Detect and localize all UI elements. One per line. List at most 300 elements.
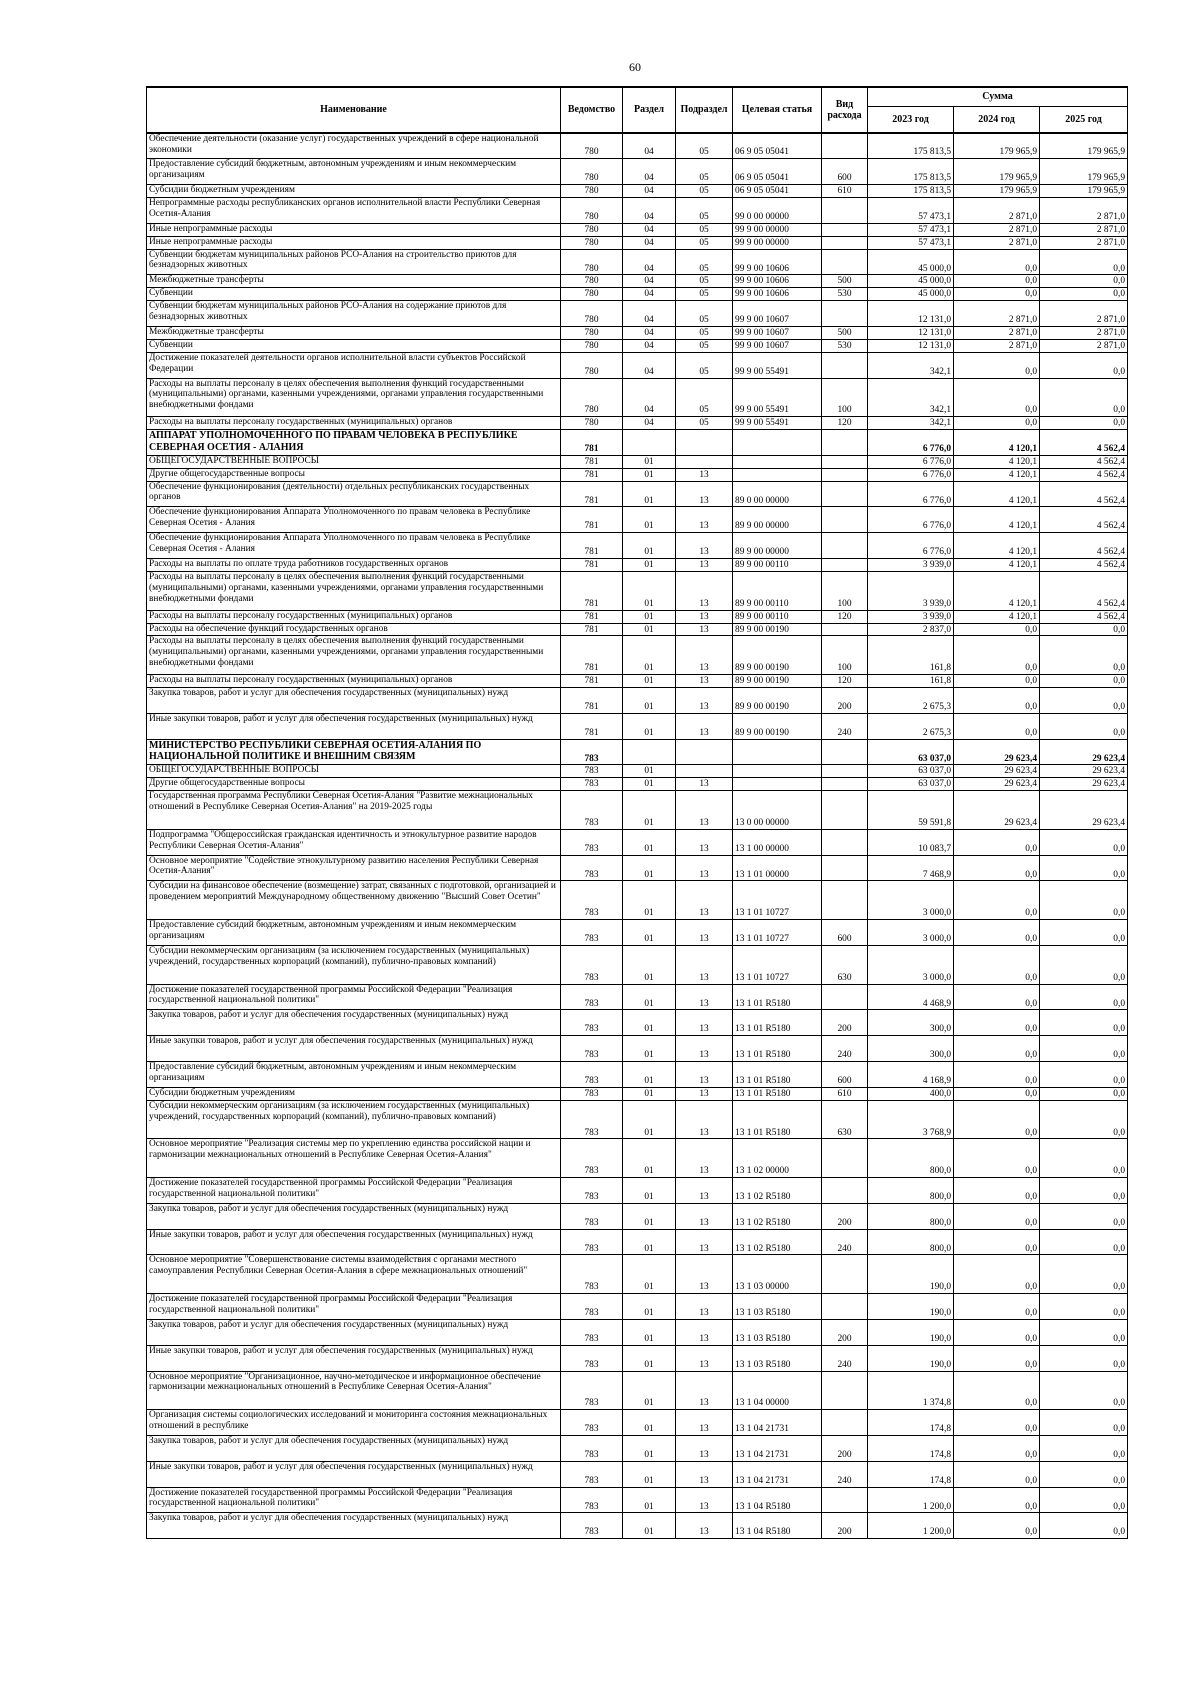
cell-name: Основное мероприятие "Организационное, научно-методическое и информационное обеспечение гармонизации межнациональных отношений в Республике Северная Осетия-Алания"	[147, 1371, 561, 1410]
cell-sum-2023: 3 939,0	[868, 559, 954, 572]
cell-sum-2024: 0,0	[954, 829, 1040, 855]
cell-name: Субсидии бюджетным учреждениям	[147, 1087, 561, 1100]
cell-section: 04	[623, 378, 676, 417]
cell-dept: 783	[561, 1410, 623, 1436]
cell-exptype: 120	[822, 610, 868, 623]
cell-target: 13 1 04 21731	[733, 1410, 822, 1436]
cell-target: 13 1 02 R5180	[733, 1178, 822, 1204]
cell-sum-2025: 29 623,4	[1040, 765, 1128, 778]
cell-target: 13 1 04 21731	[733, 1436, 822, 1462]
cell-section: 04	[623, 236, 676, 249]
cell-exptype	[822, 223, 868, 236]
table-row	[147, 288, 1128, 301]
cell-name: Основное мероприятие "Совершенствование системы взаимодействия с органами местного самоуправления Республики Северная Осетия-Алания в сфере межнациональных отношений"	[147, 1255, 561, 1294]
cell-subsection: 13	[676, 571, 733, 610]
cell-exptype	[822, 352, 868, 378]
table-row	[147, 765, 1128, 778]
cell-name: Субсидии на финансовое обеспечение (возмещение) затрат, связанных с подготовкой, организацией и проведением мероприятий Международному общественному движению "Высший Совет Осетин"	[147, 881, 561, 920]
cell-target: 89 0 00 00000	[733, 481, 822, 507]
cell-sum-2024: 179 965,9	[954, 133, 1040, 159]
cell-dept: 783	[561, 1461, 623, 1487]
cell-sum-2024: 2 871,0	[954, 326, 1040, 339]
cell-name: Другие общегосударственные вопросы	[147, 778, 561, 791]
cell-exptype: 500	[822, 275, 868, 288]
table-row	[147, 1100, 1128, 1139]
cell-dept: 781	[561, 455, 623, 468]
table-row	[147, 1319, 1128, 1345]
cell-dept: 783	[561, 855, 623, 881]
cell-section: 01	[623, 1203, 676, 1229]
table-row	[147, 1345, 1128, 1371]
cell-sum-2024: 2 871,0	[954, 301, 1040, 327]
cell-sum-2024: 0,0	[954, 1319, 1040, 1345]
cell-sum-2025: 4 562,4	[1040, 430, 1128, 456]
cell-sum-2023: 3 000,0	[868, 881, 954, 920]
cell-name: Закупка товаров, работ и услуг для обеспечения государственных (муниципальных) нужд	[147, 1436, 561, 1462]
cell-sum-2025: 0,0	[1040, 378, 1128, 417]
cell-section: 01	[623, 1100, 676, 1139]
cell-target: 99 9 00 10606	[733, 249, 822, 275]
cell-sum-2024: 0,0	[954, 1062, 1040, 1088]
cell-sum-2024: 0,0	[954, 984, 1040, 1010]
cell-subsection: 13	[676, 1203, 733, 1229]
cell-target: 13 1 04 R5180	[733, 1487, 822, 1513]
cell-section: 01	[623, 1410, 676, 1436]
cell-subsection: 13	[676, 984, 733, 1010]
cell-name: Иные закупки товаров, работ и услуг для обеспечения государственных (муниципальных) нужд	[147, 713, 561, 739]
cell-name: ОБЩЕГОСУДАРСТВЕННЫЕ ВОПРОСЫ	[147, 455, 561, 468]
cell-subsection: 13	[676, 675, 733, 688]
cell-sum-2025: 29 623,4	[1040, 791, 1128, 830]
cell-dept: 780	[561, 223, 623, 236]
cell-sum-2025: 0,0	[1040, 1062, 1128, 1088]
cell-subsection: 13	[676, 791, 733, 830]
table-row	[147, 829, 1128, 855]
cell-target: 99 9 00 10606	[733, 288, 822, 301]
cell-exptype	[822, 533, 868, 559]
cell-sum-2025: 0,0	[1040, 881, 1128, 920]
cell-dept: 783	[561, 765, 623, 778]
table-row	[147, 533, 1128, 559]
cell-sum-2024: 0,0	[954, 1178, 1040, 1204]
cell-exptype: 600	[822, 920, 868, 946]
table-row	[147, 1139, 1128, 1178]
cell-sum-2023: 300,0	[868, 1010, 954, 1036]
cell-target	[733, 778, 822, 791]
cell-exptype	[822, 1255, 868, 1294]
cell-subsection: 05	[676, 236, 733, 249]
page-number: 60	[629, 60, 641, 74]
cell-exptype	[822, 507, 868, 533]
cell-target: 13 1 03 R5180	[733, 1294, 822, 1320]
cell-target: 89 9 00 00190	[733, 636, 822, 675]
cell-target: 89 9 00 00000	[733, 507, 822, 533]
table-row	[147, 623, 1128, 636]
cell-sum-2025: 2 871,0	[1040, 223, 1128, 236]
cell-subsection: 13	[676, 920, 733, 946]
budget-table	[146, 86, 1128, 1539]
cell-sum-2024: 0,0	[954, 1255, 1040, 1294]
cell-sum-2024: 0,0	[954, 1410, 1040, 1436]
cell-dept: 780	[561, 275, 623, 288]
table-row	[147, 1436, 1128, 1462]
cell-section: 01	[623, 855, 676, 881]
cell-name: Субсидии бюджетным учреждениям	[147, 185, 561, 198]
cell-sum-2023: 2 837,0	[868, 623, 954, 636]
cell-dept: 780	[561, 417, 623, 430]
cell-target: 89 9 00 00190	[733, 675, 822, 688]
cell-section: 04	[623, 326, 676, 339]
cell-exptype: 200	[822, 1010, 868, 1036]
cell-sum-2025: 0,0	[1040, 945, 1128, 984]
cell-target: 13 1 01 R5180	[733, 1087, 822, 1100]
cell-sum-2024: 2 871,0	[954, 236, 1040, 249]
cell-exptype	[822, 1487, 868, 1513]
cell-subsection: 13	[676, 636, 733, 675]
table-row	[147, 249, 1128, 275]
cell-dept: 780	[561, 185, 623, 198]
cell-sum-2024: 0,0	[954, 1461, 1040, 1487]
cell-exptype	[822, 1410, 868, 1436]
cell-subsection: 05	[676, 339, 733, 352]
cell-section: 01	[623, 1139, 676, 1178]
cell-name: Предоставление субсидий бюджетным, автономным учреждениям и иным некоммерческим организациям	[147, 159, 561, 185]
cell-dept: 780	[561, 339, 623, 352]
cell-target: 13 1 03 R5180	[733, 1345, 822, 1371]
cell-target: 13 1 04 R5180	[733, 1513, 822, 1539]
cell-name: Закупка товаров, работ и услуг для обеспечения государственных (муниципальных) нужд	[147, 1010, 561, 1036]
cell-sum-2025: 29 623,4	[1040, 778, 1128, 791]
table-row	[147, 1203, 1128, 1229]
cell-sum-2025: 0,0	[1040, 1319, 1128, 1345]
cell-exptype: 200	[822, 1513, 868, 1539]
cell-sum-2024: 4 120,1	[954, 533, 1040, 559]
cell-section: 01	[623, 1345, 676, 1371]
cell-section: 04	[623, 288, 676, 301]
table-row	[147, 675, 1128, 688]
cell-sum-2025: 0,0	[1040, 288, 1128, 301]
cell-exptype	[822, 301, 868, 327]
cell-sum-2025: 0,0	[1040, 1229, 1128, 1255]
cell-target: 13 1 03 R5180	[733, 1319, 822, 1345]
cell-sum-2024: 0,0	[954, 1371, 1040, 1410]
cell-dept: 781	[561, 623, 623, 636]
cell-sum-2025: 0,0	[1040, 1345, 1128, 1371]
cell-section: 01	[623, 610, 676, 623]
cell-subsection: 13	[676, 1319, 733, 1345]
cell-sum-2023: 10 083,7	[868, 829, 954, 855]
cell-section: 04	[623, 301, 676, 327]
table-row	[147, 1255, 1128, 1294]
table-row	[147, 301, 1128, 327]
cell-sum-2024: 0,0	[954, 855, 1040, 881]
cell-dept: 781	[561, 713, 623, 739]
cell-sum-2023: 12 131,0	[868, 339, 954, 352]
cell-dept: 783	[561, 1487, 623, 1513]
cell-subsection: 13	[676, 481, 733, 507]
cell-dept: 781	[561, 636, 623, 675]
cell-section: 01	[623, 1255, 676, 1294]
cell-sum-2023: 4 468,9	[868, 984, 954, 1010]
cell-sum-2023: 45 000,0	[868, 249, 954, 275]
cell-section: 01	[623, 468, 676, 481]
cell-section: 04	[623, 249, 676, 275]
cell-exptype	[822, 984, 868, 1010]
cell-target	[733, 739, 822, 765]
cell-sum-2023: 3 000,0	[868, 920, 954, 946]
cell-sum-2024: 0,0	[954, 378, 1040, 417]
cell-sum-2023: 4 168,9	[868, 1062, 954, 1088]
table-row	[147, 1513, 1128, 1539]
cell-sum-2024: 0,0	[954, 945, 1040, 984]
cell-dept: 783	[561, 1229, 623, 1255]
cell-sum-2023: 57 473,1	[868, 236, 954, 249]
cell-name: Закупка товаров, работ и услуг для обеспечения государственных (муниципальных) нужд	[147, 1203, 561, 1229]
cell-exptype: 600	[822, 1062, 868, 1088]
cell-dept: 780	[561, 326, 623, 339]
cell-name: Расходы на выплаты персоналу государственных (муниципальных) органов	[147, 610, 561, 623]
cell-section: 01	[623, 675, 676, 688]
table-row	[147, 1062, 1128, 1088]
cell-sum-2025: 29 623,4	[1040, 739, 1128, 765]
cell-section: 04	[623, 339, 676, 352]
cell-sum-2023: 45 000,0	[868, 275, 954, 288]
cell-sum-2024: 0,0	[954, 249, 1040, 275]
table-row	[147, 1294, 1128, 1320]
cell-sum-2025: 0,0	[1040, 636, 1128, 675]
cell-sum-2023: 63 037,0	[868, 739, 954, 765]
cell-subsection: 13	[676, 713, 733, 739]
cell-sum-2025: 0,0	[1040, 1010, 1128, 1036]
cell-sum-2024: 0,0	[954, 1010, 1040, 1036]
cell-exptype: 240	[822, 1229, 868, 1255]
cell-target: 89 9 00 00110	[733, 559, 822, 572]
cell-sum-2025: 0,0	[1040, 1036, 1128, 1062]
cell-target: 06 9 05 05041	[733, 185, 822, 198]
cell-exptype: 200	[822, 1203, 868, 1229]
table-row	[147, 378, 1128, 417]
cell-section: 01	[623, 1371, 676, 1410]
cell-name: Обеспечение функционирования Аппарата Уполномоченного по правам человека в Республике Северная Осетия - Алания	[147, 507, 561, 533]
cell-sum-2024: 29 623,4	[954, 739, 1040, 765]
cell-sum-2024: 179 965,9	[954, 159, 1040, 185]
cell-name: Основное мероприятие "Реализация системы мер по укреплению единства российской нации и гармонизации межнациональных отношений в Республике Северная Осетия-Алания"	[147, 1139, 561, 1178]
cell-sum-2025: 0,0	[1040, 352, 1128, 378]
cell-subsection: 13	[676, 1461, 733, 1487]
cell-sum-2024: 0,0	[954, 713, 1040, 739]
table-row	[147, 778, 1128, 791]
cell-target: 99 9 00 10606	[733, 275, 822, 288]
cell-name: МИНИСТЕРСТВО РЕСПУБЛИКИ СЕВЕРНАЯ ОСЕТИЯ-АЛАНИЯ ПО НАЦИОНАЛЬНОЙ ПОЛИТИКЕ И ВНЕШНИМ СВЯЗЯМ	[147, 739, 561, 765]
cell-sum-2025: 4 562,4	[1040, 610, 1128, 623]
cell-sum-2024: 0,0	[954, 636, 1040, 675]
cell-dept: 783	[561, 1100, 623, 1139]
cell-target: 13 1 01 10727	[733, 920, 822, 946]
cell-sum-2025: 179 965,9	[1040, 159, 1128, 185]
cell-name: Иные непрограммные расходы	[147, 236, 561, 249]
cell-exptype	[822, 455, 868, 468]
cell-subsection: 05	[676, 133, 733, 159]
cell-dept: 781	[561, 430, 623, 456]
cell-sum-2024: 0,0	[954, 1036, 1040, 1062]
cell-target: 99 9 00 00000	[733, 236, 822, 249]
table-row	[147, 1010, 1128, 1036]
table-row	[147, 739, 1128, 765]
cell-target: 99 9 00 55491	[733, 378, 822, 417]
cell-target: 99 0 00 00000	[733, 197, 822, 223]
cell-dept: 783	[561, 1139, 623, 1178]
cell-dept: 780	[561, 352, 623, 378]
cell-sum-2024: 0,0	[954, 688, 1040, 714]
cell-sum-2024: 4 120,1	[954, 559, 1040, 572]
table-row	[147, 275, 1128, 288]
cell-exptype	[822, 881, 868, 920]
cell-sum-2024: 0,0	[954, 1436, 1040, 1462]
cell-sum-2025: 4 562,4	[1040, 559, 1128, 572]
cell-subsection: 05	[676, 352, 733, 378]
cell-target	[733, 765, 822, 778]
cell-name: Иные закупки товаров, работ и услуг для обеспечения государственных (муниципальных) нужд	[147, 1229, 561, 1255]
cell-name: Закупка товаров, работ и услуг для обеспечения государственных (муниципальных) нужд	[147, 1319, 561, 1345]
header-dept: Ведомство	[561, 87, 623, 133]
cell-name: ОБЩЕГОСУДАРСТВЕННЫЕ ВОПРОСЫ	[147, 765, 561, 778]
cell-sum-2023: 190,0	[868, 1255, 954, 1294]
cell-sum-2025: 0,0	[1040, 1410, 1128, 1436]
cell-name: Иные закупки товаров, работ и услуг для обеспечения государственных (муниципальных) нужд	[147, 1461, 561, 1487]
cell-dept: 783	[561, 920, 623, 946]
cell-sum-2023: 175 813,5	[868, 159, 954, 185]
cell-section: 04	[623, 223, 676, 236]
cell-dept: 783	[561, 881, 623, 920]
cell-exptype: 610	[822, 1087, 868, 1100]
cell-exptype	[822, 765, 868, 778]
cell-sum-2025: 0,0	[1040, 275, 1128, 288]
cell-exptype	[822, 249, 868, 275]
cell-sum-2023: 7 468,9	[868, 855, 954, 881]
cell-sum-2023: 800,0	[868, 1203, 954, 1229]
cell-exptype: 600	[822, 159, 868, 185]
cell-exptype: 120	[822, 675, 868, 688]
cell-name: Субсидии некоммерческим организациям (за исключением государственных (муниципальных) учреждений, государственных корпораций (компаний), публично-правовых компаний)	[147, 1100, 561, 1139]
cell-subsection: 13	[676, 1513, 733, 1539]
cell-target: 89 9 00 00000	[733, 533, 822, 559]
table-row	[147, 791, 1128, 830]
cell-section: 01	[623, 507, 676, 533]
cell-dept: 783	[561, 945, 623, 984]
cell-name: Субвенции бюджетам муниципальных районов РСО-Алания на содержание приютов для безнадзорных животных	[147, 301, 561, 327]
cell-name: Достижение показателей государственной программы Российской Федерации "Реализация государственной национальной политики"	[147, 984, 561, 1010]
cell-name: Субвенции	[147, 339, 561, 352]
cell-target: 13 1 04 21731	[733, 1461, 822, 1487]
cell-sum-2023: 174,8	[868, 1436, 954, 1462]
cell-section: 01	[623, 1036, 676, 1062]
cell-sum-2025: 0,0	[1040, 1294, 1128, 1320]
cell-section: 04	[623, 133, 676, 159]
cell-sum-2023: 161,8	[868, 675, 954, 688]
cell-sum-2023: 300,0	[868, 1036, 954, 1062]
cell-name: Межбюджетные трансферты	[147, 326, 561, 339]
cell-exptype	[822, 778, 868, 791]
cell-subsection: 13	[676, 533, 733, 559]
cell-section: 01	[623, 713, 676, 739]
cell-name: АППАРАТ УПОЛНОМОЧЕННОГО ПО ПРАВАМ ЧЕЛОВЕКА В РЕСПУБЛИКЕ СЕВЕРНАЯ ОСЕТИЯ - АЛАНИЯ	[147, 430, 561, 456]
cell-dept: 780	[561, 249, 623, 275]
cell-subsection: 13	[676, 623, 733, 636]
cell-dept: 783	[561, 1319, 623, 1345]
cell-target: 13 1 01 R5180	[733, 1100, 822, 1139]
cell-sum-2023: 3 939,0	[868, 610, 954, 623]
cell-subsection	[676, 739, 733, 765]
cell-name: Обеспечение функционирования Аппарата Уполномоченного по правам человека в Республике Северная Осетия - Алания	[147, 533, 561, 559]
table-row	[147, 455, 1128, 468]
table-row	[147, 159, 1128, 185]
cell-name: Достижение показателей деятельности органов исполнительной власти субъектов Российской Федерации	[147, 352, 561, 378]
cell-dept: 783	[561, 829, 623, 855]
cell-section: 01	[623, 571, 676, 610]
table-row	[147, 417, 1128, 430]
cell-sum-2024: 0,0	[954, 1487, 1040, 1513]
table-row	[147, 1487, 1128, 1513]
cell-sum-2024: 0,0	[954, 1513, 1040, 1539]
cell-exptype: 240	[822, 1461, 868, 1487]
cell-dept: 781	[561, 610, 623, 623]
cell-sum-2024: 0,0	[954, 288, 1040, 301]
cell-name: Расходы на выплаты персоналу в целях обеспечения выполнения функций государственными (муниципальными) органами, казенными учреждениями, органами управления государственными внебюджетными фондами	[147, 378, 561, 417]
cell-sum-2024: 0,0	[954, 1345, 1040, 1371]
cell-sum-2024: 4 120,1	[954, 507, 1040, 533]
cell-subsection: 13	[676, 610, 733, 623]
cell-sum-2025: 0,0	[1040, 1461, 1128, 1487]
cell-name: Субвенции бюджетам муниципальных районов РСО-Алания на строительство приютов для безнадзорных животных	[147, 249, 561, 275]
cell-name: Обеспечение деятельности (оказание услуг) государственных учреждений в сфере национальной экономики	[147, 133, 561, 159]
cell-subsection: 13	[676, 1345, 733, 1371]
cell-section: 01	[623, 1294, 676, 1320]
cell-sum-2024: 0,0	[954, 675, 1040, 688]
cell-name: Расходы на выплаты персоналу государственных (муниципальных) органов	[147, 675, 561, 688]
cell-section: 01	[623, 920, 676, 946]
cell-dept: 781	[561, 559, 623, 572]
cell-sum-2025: 0,0	[1040, 1203, 1128, 1229]
cell-subsection: 13	[676, 945, 733, 984]
cell-target	[733, 455, 822, 468]
cell-sum-2023: 800,0	[868, 1178, 954, 1204]
cell-target: 13 1 01 R5180	[733, 984, 822, 1010]
cell-dept: 783	[561, 1178, 623, 1204]
table-row	[147, 610, 1128, 623]
cell-sum-2025: 0,0	[1040, 1371, 1128, 1410]
cell-exptype	[822, 1178, 868, 1204]
cell-subsection: 13	[676, 559, 733, 572]
cell-section: 01	[623, 945, 676, 984]
cell-subsection: 05	[676, 249, 733, 275]
cell-exptype: 530	[822, 339, 868, 352]
cell-name: Непрограммные расходы республиканских органов исполнительной власти Республики Северная Осетия-Алания	[147, 197, 561, 223]
cell-sum-2023: 190,0	[868, 1294, 954, 1320]
cell-target: 06 9 05 05041	[733, 159, 822, 185]
cell-sum-2024: 4 120,1	[954, 571, 1040, 610]
cell-section: 01	[623, 481, 676, 507]
cell-exptype	[822, 739, 868, 765]
table-row	[147, 855, 1128, 881]
cell-dept: 780	[561, 288, 623, 301]
cell-target	[733, 468, 822, 481]
cell-sum-2024: 0,0	[954, 1100, 1040, 1139]
header-exptype: Вид расхода	[822, 87, 868, 133]
cell-dept: 783	[561, 1203, 623, 1229]
cell-sum-2025: 0,0	[1040, 713, 1128, 739]
cell-sum-2025: 179 965,9	[1040, 185, 1128, 198]
cell-name: Расходы на выплаты персоналу в целях обеспечения выполнения функций государственными (муниципальными) органами, казенными учреждениями, органами управления государственными внебюджетными фондами	[147, 636, 561, 675]
